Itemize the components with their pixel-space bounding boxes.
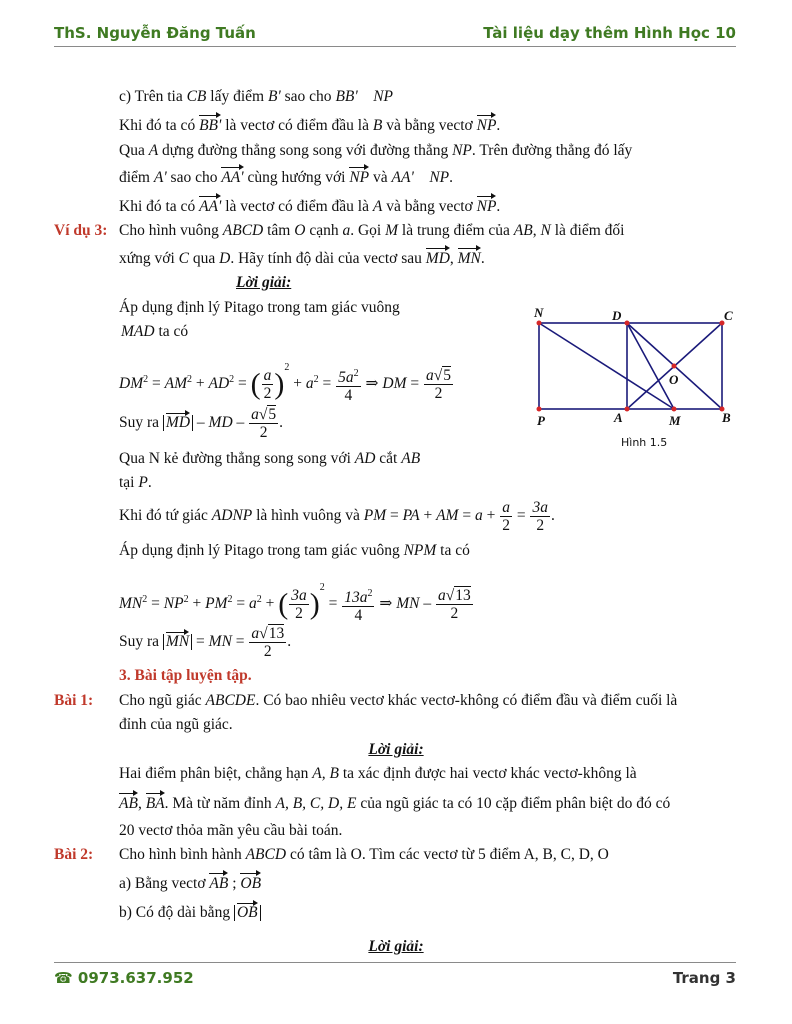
text-line: b) Có độ dài bằng OB	[119, 904, 261, 922]
header-author: ThS. Nguyễn Đăng Tuấn	[54, 24, 256, 42]
equation-mn: $MN^2 = NP^2 + PM^2 = a^2$ + ( $\frac{3a}{2}$ )$^2$ = $\frac{13a^2}{4}$ ⇒ MN – $\frac{a√13}{2}$	[119, 582, 471, 625]
footer-phone: ☎ 0973.637.952	[54, 969, 194, 987]
point-m	[672, 407, 677, 412]
label-c: C	[724, 308, 733, 323]
equation-mn-abs: Suy ra MN = MN = $\frac{a√13}{2}$ .	[119, 624, 292, 660]
text-line: AB, BA. Mà từ năm đỉnh A, B, C, D, E của ngũ giác ta có 10 cặp điểm phân biệt do đó có	[119, 795, 671, 812]
equation-dm: $DM^2 = AM^2 + AD^2$ = ( $\frac{a}{2}$ )$^2 + a^2$ = $\frac{5a^2}{4}$ ⇒ DM = $\frac{a√5}{2}$	[119, 362, 452, 405]
exercise-label: Bài 1:	[54, 692, 94, 709]
section-heading: 3. Bài tập luyện tập.	[119, 667, 252, 684]
rect-npbc	[539, 323, 722, 409]
text-line: điểm A' sao cho AA' cùng hướng với NP và AA' NP.	[119, 169, 453, 186]
header-title: Tài liệu dạy thêm Hình Học 10	[483, 24, 736, 42]
label-n: N	[534, 305, 544, 320]
label-o: O	[669, 372, 679, 387]
text-line: Khi đó ta có AA' là vectơ có điểm đầu là A và bằng vectơ NP.	[119, 198, 501, 215]
text-line: Áp dụng định lý Pitago trong tam giác vuông NPM ta có	[119, 542, 470, 559]
text-line: Qua A dựng đường thẳng song song với đường thẳng NP. Trên đường thẳng đó lấy	[119, 142, 633, 159]
page-number: Trang 3	[672, 969, 736, 987]
text-line: c) Trên tia CB lấy điểm B' sao cho BB' NP	[119, 88, 394, 105]
point-o	[672, 364, 677, 369]
solution-heading: Lời giải:	[368, 938, 424, 955]
text-line: 20 vectơ thỏa mãn yêu cầu bài toán.	[119, 822, 343, 839]
figure-points	[537, 321, 725, 412]
text-line: tại P.	[119, 474, 152, 491]
text-line: Cho hình bình hành ABCD có tâm là O. Tìm các vectơ từ 5 điểm A, B, C, D, O	[119, 846, 609, 863]
figure-lines	[539, 323, 722, 409]
exercise-label: Bài 2:	[54, 846, 94, 863]
segment-nm	[539, 323, 674, 409]
equation-pm: Khi đó tứ giác ADNP là hình vuông và PM = PA + AM = a + $\frac{a}{2}$ = $\frac{3a}{2}$ .	[119, 498, 555, 534]
text-line: a) Bằng vectơ AB ; OB	[119, 875, 262, 892]
text-line: đỉnh của ngũ giác.	[119, 716, 233, 733]
phone-icon: ☎	[54, 969, 73, 987]
label-d: D	[612, 308, 622, 323]
text-line: xứng với C qua D. Hãy tính độ dài của vectơ sau MD, MN.	[119, 250, 485, 267]
point-p	[537, 407, 542, 412]
text-line: Hai điểm phân biệt, chẳng hạn A, B ta xác định được hai vectơ khác vectơ-không là	[119, 765, 637, 782]
example-label: Ví dụ 3:	[54, 222, 108, 239]
text-line: Cho hình vuông ABCD tâm O cạnh a. Gọi M là trung điểm của AB, N là điểm đối	[119, 222, 625, 239]
label-m: M	[669, 413, 681, 428]
label-p: P	[537, 413, 545, 428]
label-b: B	[722, 410, 731, 425]
page-footer	[54, 962, 736, 991]
solution-heading: Lời giải:	[236, 274, 292, 291]
page-header	[54, 22, 736, 47]
point-a	[625, 407, 630, 412]
figure-caption: Hình 1.5	[621, 436, 668, 449]
segment-dm	[627, 323, 674, 409]
label-a: A	[614, 410, 623, 425]
text-line: Áp dụng định lý Pitago trong tam giác vuông	[119, 299, 400, 316]
text-line: Cho ngũ giác ABCDE. Có bao nhiêu vectơ khác vectơ-không có điểm đầu và điểm cuối là	[119, 692, 678, 709]
solution-heading: Lời giải:	[368, 741, 424, 758]
equation-md: Suy ra MD – MD – $\frac{a√5}{2}$ .	[119, 405, 284, 441]
point-d	[625, 321, 630, 326]
point-n	[537, 321, 542, 326]
text-line: Khi đó ta có BB' là vectơ có điểm đầu là B và bằng vectơ NP.	[119, 117, 501, 134]
text-line: MAD ta có	[121, 323, 189, 340]
geometry-figure	[530, 305, 740, 455]
text-line: Qua N kẻ đường thẳng song song với AD cắt AB	[119, 450, 421, 467]
